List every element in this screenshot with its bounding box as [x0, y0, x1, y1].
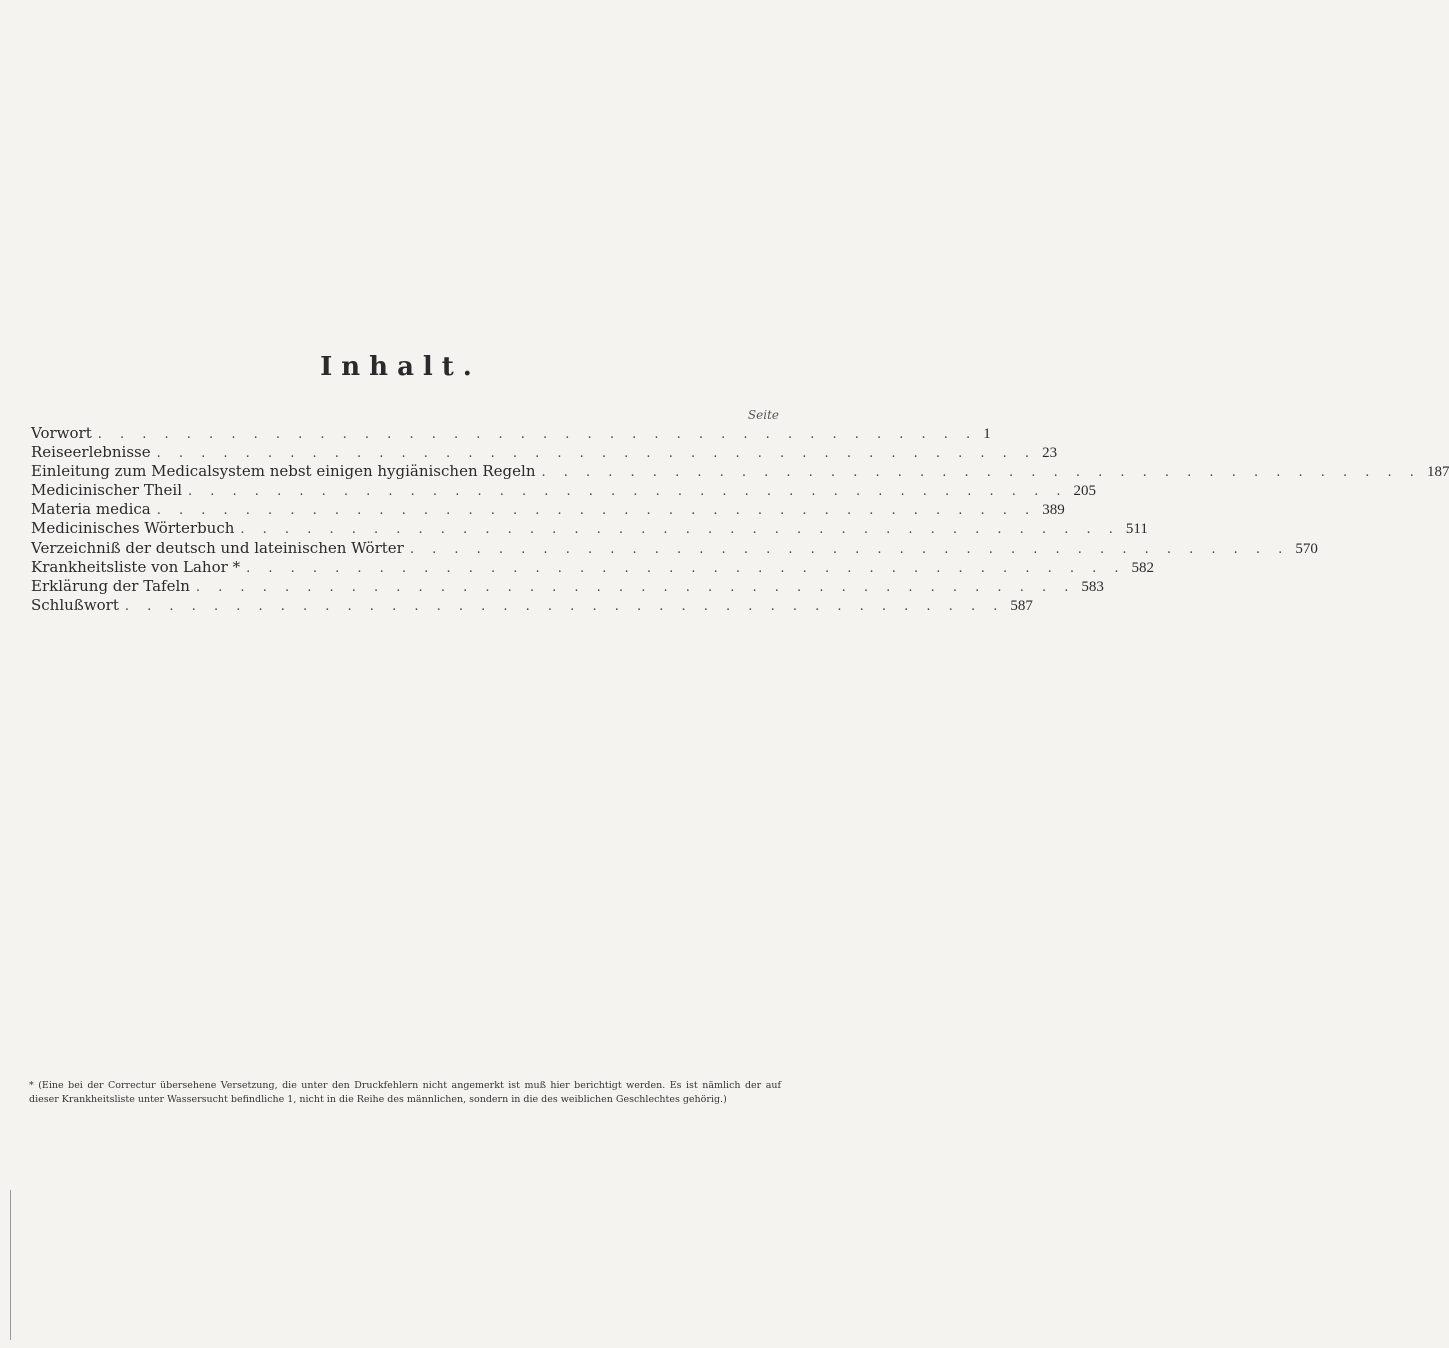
toc-entry: [31, 443, 1058, 462]
table-of-contents: [31, 424, 1449, 615]
toc-entry: [31, 424, 991, 443]
toc-entry-page: 187: [1426, 464, 1449, 481]
toc-entry: [31, 462, 1449, 481]
leader-dots: . . . . . . . . . . . . . . . . . . . . . . . . . . . . . . . . . . . . . . . .: [240, 522, 1120, 538]
toc-entry-page: 570: [1295, 540, 1318, 557]
toc-entry: [31, 538, 1318, 558]
page-column-label: Seite: [747, 408, 779, 422]
toc-entry: [31, 595, 1033, 615]
leader-dots: . . . . . . . . . . . . . . . . . . . . . . . . . . . . . . . . . . . . . . . .: [124, 598, 1005, 614]
leader-dots: . . . . . . . . . . . . . . . . . . . . . . . . . . . . . . . . . . . . . . . .: [97, 427, 978, 442]
toc-entry-page: 583: [1081, 578, 1104, 595]
leader-dots: . . . . . . . . . . . . . . . . . . . . . . . . . . . . . . . . . . . . . . . .: [195, 579, 1076, 595]
toc-entry-page: 511: [1125, 521, 1148, 538]
leader-dots: . . . . . . . . . . . . . . . . . . . . . . . . . . . . . . . . . . . . . . . .: [188, 484, 1068, 500]
toc-entry: [31, 519, 1148, 538]
toc-entry: [31, 500, 1065, 519]
toc-entry-label: Krankheitsliste von Lahor *: [31, 557, 241, 576]
toc-entry-label: Verzeichniß der deutsch und lateinischen Wörter: [31, 538, 404, 557]
leader-dots: . . . . . . . . . . . . . . . . . . . . . . . . . . . . . . . . . . . . . . . .: [246, 560, 1126, 576]
toc-entry-label: Einleitung zum Medicalsystem nebst einigen hygiänischen Regeln: [31, 462, 536, 481]
toc-entry-page: 1: [983, 426, 991, 442]
toc-entry: [31, 557, 1155, 577]
toc-entry-page: 23: [1042, 445, 1058, 462]
toc-entry-label: Reiseerlebnisse: [31, 443, 151, 462]
page-edge-line: [10, 1190, 11, 1340]
toc-entry-page: 582: [1131, 559, 1155, 576]
toc-entry-label: Medicinisches Wörterbuch: [31, 519, 235, 538]
leader-dots: . . . . . . . . . . . . . . . . . . . . . . . . . . . . . . . . . . . . . . . .: [541, 465, 1421, 481]
footnote: * (Eine bei der Correctur übersehene Versetzung, die unter den Druckfehlern nicht angemerkt ist muß hier berichtigt werden. Es ist nämlich der auf dieser Krankheitsliste unter Wassersucht befindliche 1, nicht in die Reihe des männlichen, sondern in die des weiblichen Geschlechtes gehörig.): [29, 1080, 781, 1105]
toc-entry-label: Vorwort: [31, 424, 92, 442]
leader-dots: . . . . . . . . . . . . . . . . . . . . . . . . . . . . . . . . . . . . . . . .: [156, 446, 1037, 462]
leader-dots: . . . . . . . . . . . . . . . . . . . . . . . . . . . . . . . . . . . . . . . .: [156, 503, 1037, 519]
toc-entry: [31, 576, 1104, 596]
page-title: Inhalt.: [320, 352, 481, 382]
toc-entry-label: Medicinischer Theil: [31, 481, 183, 500]
toc-entry-label: Materia medica: [31, 500, 151, 519]
toc-entry-page: 205: [1073, 483, 1096, 500]
toc-entry-label: Erklärung der Tafeln: [31, 576, 190, 595]
toc-entry-page: 587: [1010, 597, 1033, 614]
toc-entry-label: Schlußwort: [31, 595, 119, 614]
toc-entry: [31, 481, 1096, 500]
toc-entry-page: 389: [1042, 502, 1065, 519]
leader-dots: . . . . . . . . . . . . . . . . . . . . . . . . . . . . . . . . . . . . . . . .: [409, 541, 1290, 557]
